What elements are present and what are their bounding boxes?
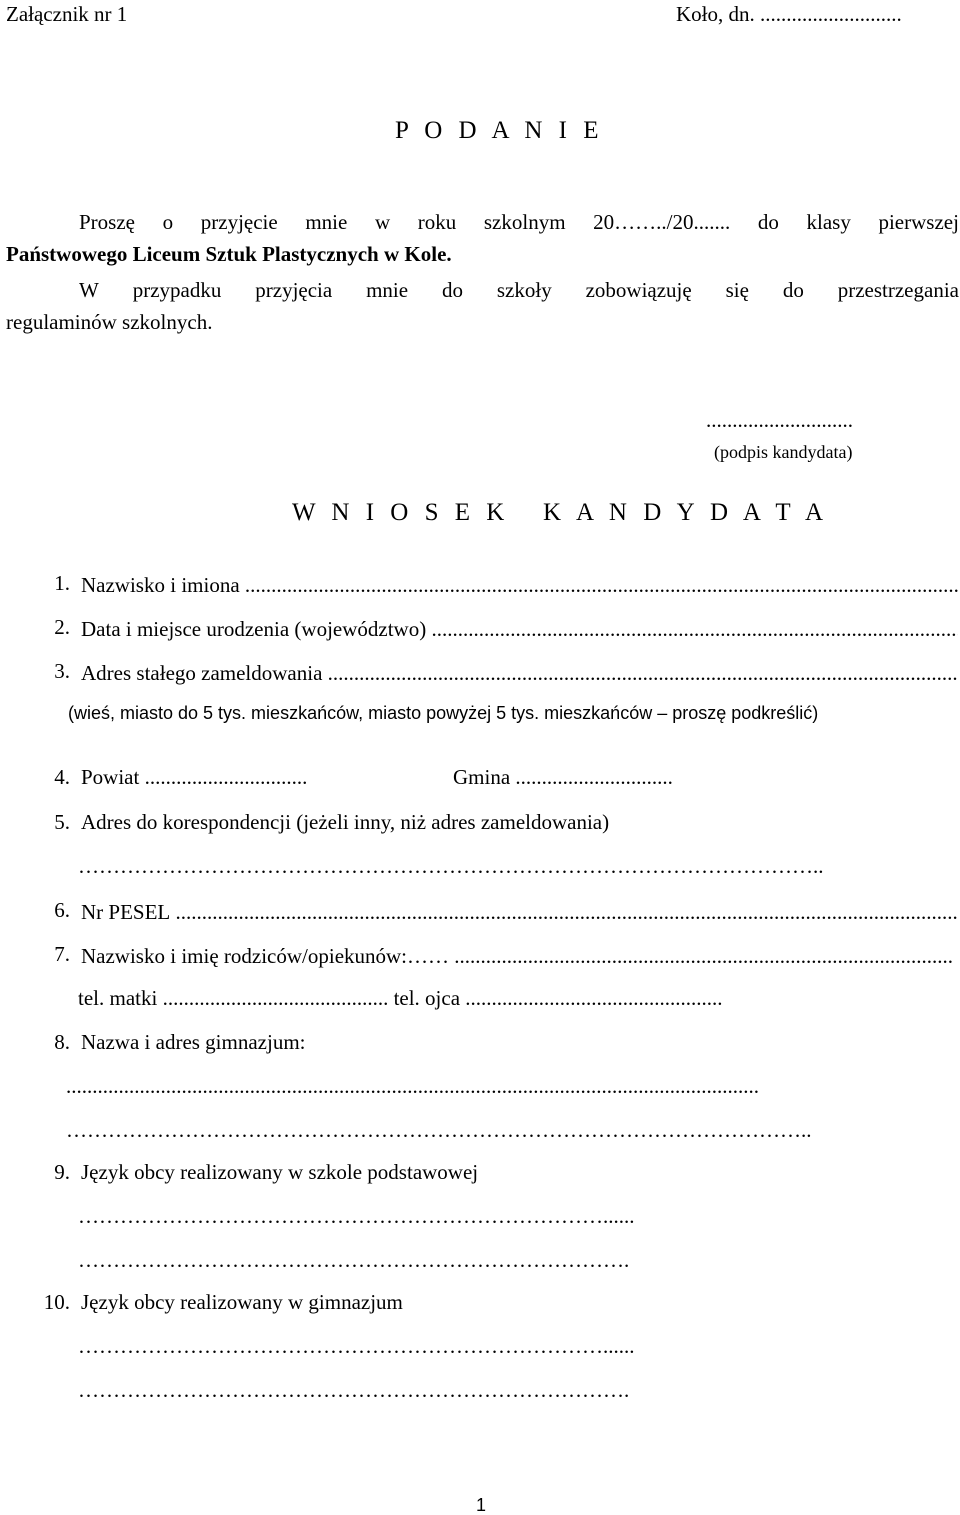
field-label: Nr PESEL: [81, 900, 171, 924]
parents-names-field[interactable]: [81, 944, 952, 969]
word: do: [441, 278, 463, 302]
item-number: 1.: [54, 571, 70, 595]
item-number: 10.: [43, 1290, 70, 1314]
word: 20……../20.......: [593, 210, 731, 234]
primary-school-language-line-2[interactable]: …………………………………………………………………….: [78, 1250, 630, 1271]
settlement-type-note: (wieś, miasto do 5 tys. mieszkańców, miasto powyżej 5 tys. mieszkańców – proszę podkreślić): [68, 703, 819, 723]
signature-line: ............................: [706, 408, 853, 432]
attachment-label: Załącznik nr 1: [6, 2, 128, 26]
primary-school-language-label: Język obcy realizowany w szkole podstawowej: [81, 1160, 479, 1184]
word: klasy: [806, 210, 851, 234]
podanie-paragraph-line-1: [79, 210, 959, 235]
word: Proszę: [79, 210, 135, 234]
word: pierwszej: [878, 210, 959, 234]
dotted-fill-line: [240, 573, 958, 598]
word: mnie: [305, 210, 348, 234]
item-number: 5.: [54, 810, 70, 834]
wniosek-title: W N I O S E K K A N D Y D A T A: [292, 499, 829, 526]
dotted-fill-line: [449, 944, 952, 969]
field-label: Data i miejsce urodzenia (województwo): [81, 617, 427, 641]
item-number: 6.: [54, 898, 70, 922]
county-field[interactable]: Powiat ...............................: [81, 765, 308, 789]
surname-field[interactable]: [81, 573, 958, 598]
word: przyjęcia: [255, 278, 333, 302]
field-label: Nazwisko i imię rodziców/opiekunów:……: [81, 944, 450, 968]
word: szkoły: [496, 278, 552, 302]
word: w: [374, 210, 391, 234]
page-number: 1: [476, 1495, 487, 1515]
item-number: 4.: [54, 765, 70, 789]
middle-school-language-line-2[interactable]: …………………………………………………………………….: [78, 1380, 630, 1401]
item-number: 3.: [54, 659, 70, 683]
middle-school-language-label: Język obcy realizowany w gimnazjum: [81, 1290, 403, 1314]
school-name: Państwowego Liceum Sztuk Plastycznych w Kole.: [6, 242, 452, 266]
word: szkolnym: [483, 210, 566, 234]
item-number: 9.: [54, 1160, 70, 1184]
word: przyjęcie: [200, 210, 278, 234]
word: do: [782, 278, 804, 302]
middle-school-label: Nazwa i adres gimnazjum:: [81, 1030, 306, 1054]
word: o: [162, 210, 174, 234]
field-label: Nazwisko i imiona: [81, 573, 240, 597]
middle-school-line-2[interactable]: ……………………………………………………………………………………………..: [66, 1120, 812, 1141]
word: mnie: [366, 278, 409, 302]
signature-caption: (podpis kandydata): [714, 442, 853, 462]
correspondence-address-label: Adres do korespondencji (jeżeli inny, niż adres zameldowania): [81, 810, 610, 834]
commune-field[interactable]: Gmina ..............................: [453, 765, 673, 789]
birth-date-place-field[interactable]: [81, 617, 958, 642]
dotted-fill-line: [426, 617, 958, 642]
podanie-title: P O D A N I E: [395, 117, 604, 144]
podanie-paragraph-line-3: [79, 278, 959, 303]
word: zobowiązuję: [585, 278, 692, 302]
parents-phone-fields[interactable]: tel. matki ........................................... tel. ojca .................................................: [78, 986, 723, 1010]
word: roku: [417, 210, 457, 234]
correspondence-address-line[interactable]: ……………………………………………………………………………………………..: [78, 856, 824, 877]
middle-school-language-line-1[interactable]: …………………………………………………………………......: [78, 1336, 635, 1357]
dotted-fill-line: [322, 661, 958, 686]
word: do: [757, 210, 779, 234]
pesel-field[interactable]: [81, 900, 958, 925]
podanie-paragraph-line-4: regulaminów szkolnych.: [6, 310, 213, 334]
field-label: Adres stałego zameldowania: [81, 661, 323, 685]
word: przypadku: [132, 278, 222, 302]
item-number: 7.: [54, 942, 70, 966]
item-number: 2.: [54, 615, 70, 639]
place-date-field: Koło, dn. ...........................: [676, 2, 902, 26]
word: W: [79, 278, 99, 302]
item-number: 8.: [54, 1030, 70, 1054]
word: się: [725, 278, 749, 302]
middle-school-line-1[interactable]: ....................................................................................................................................: [66, 1076, 759, 1097]
word: przestrzegania: [837, 278, 959, 302]
primary-school-language-line-1[interactable]: …………………………………………………………………......: [78, 1206, 635, 1227]
dotted-fill-line: [170, 900, 958, 925]
permanent-address-field[interactable]: [81, 661, 958, 686]
